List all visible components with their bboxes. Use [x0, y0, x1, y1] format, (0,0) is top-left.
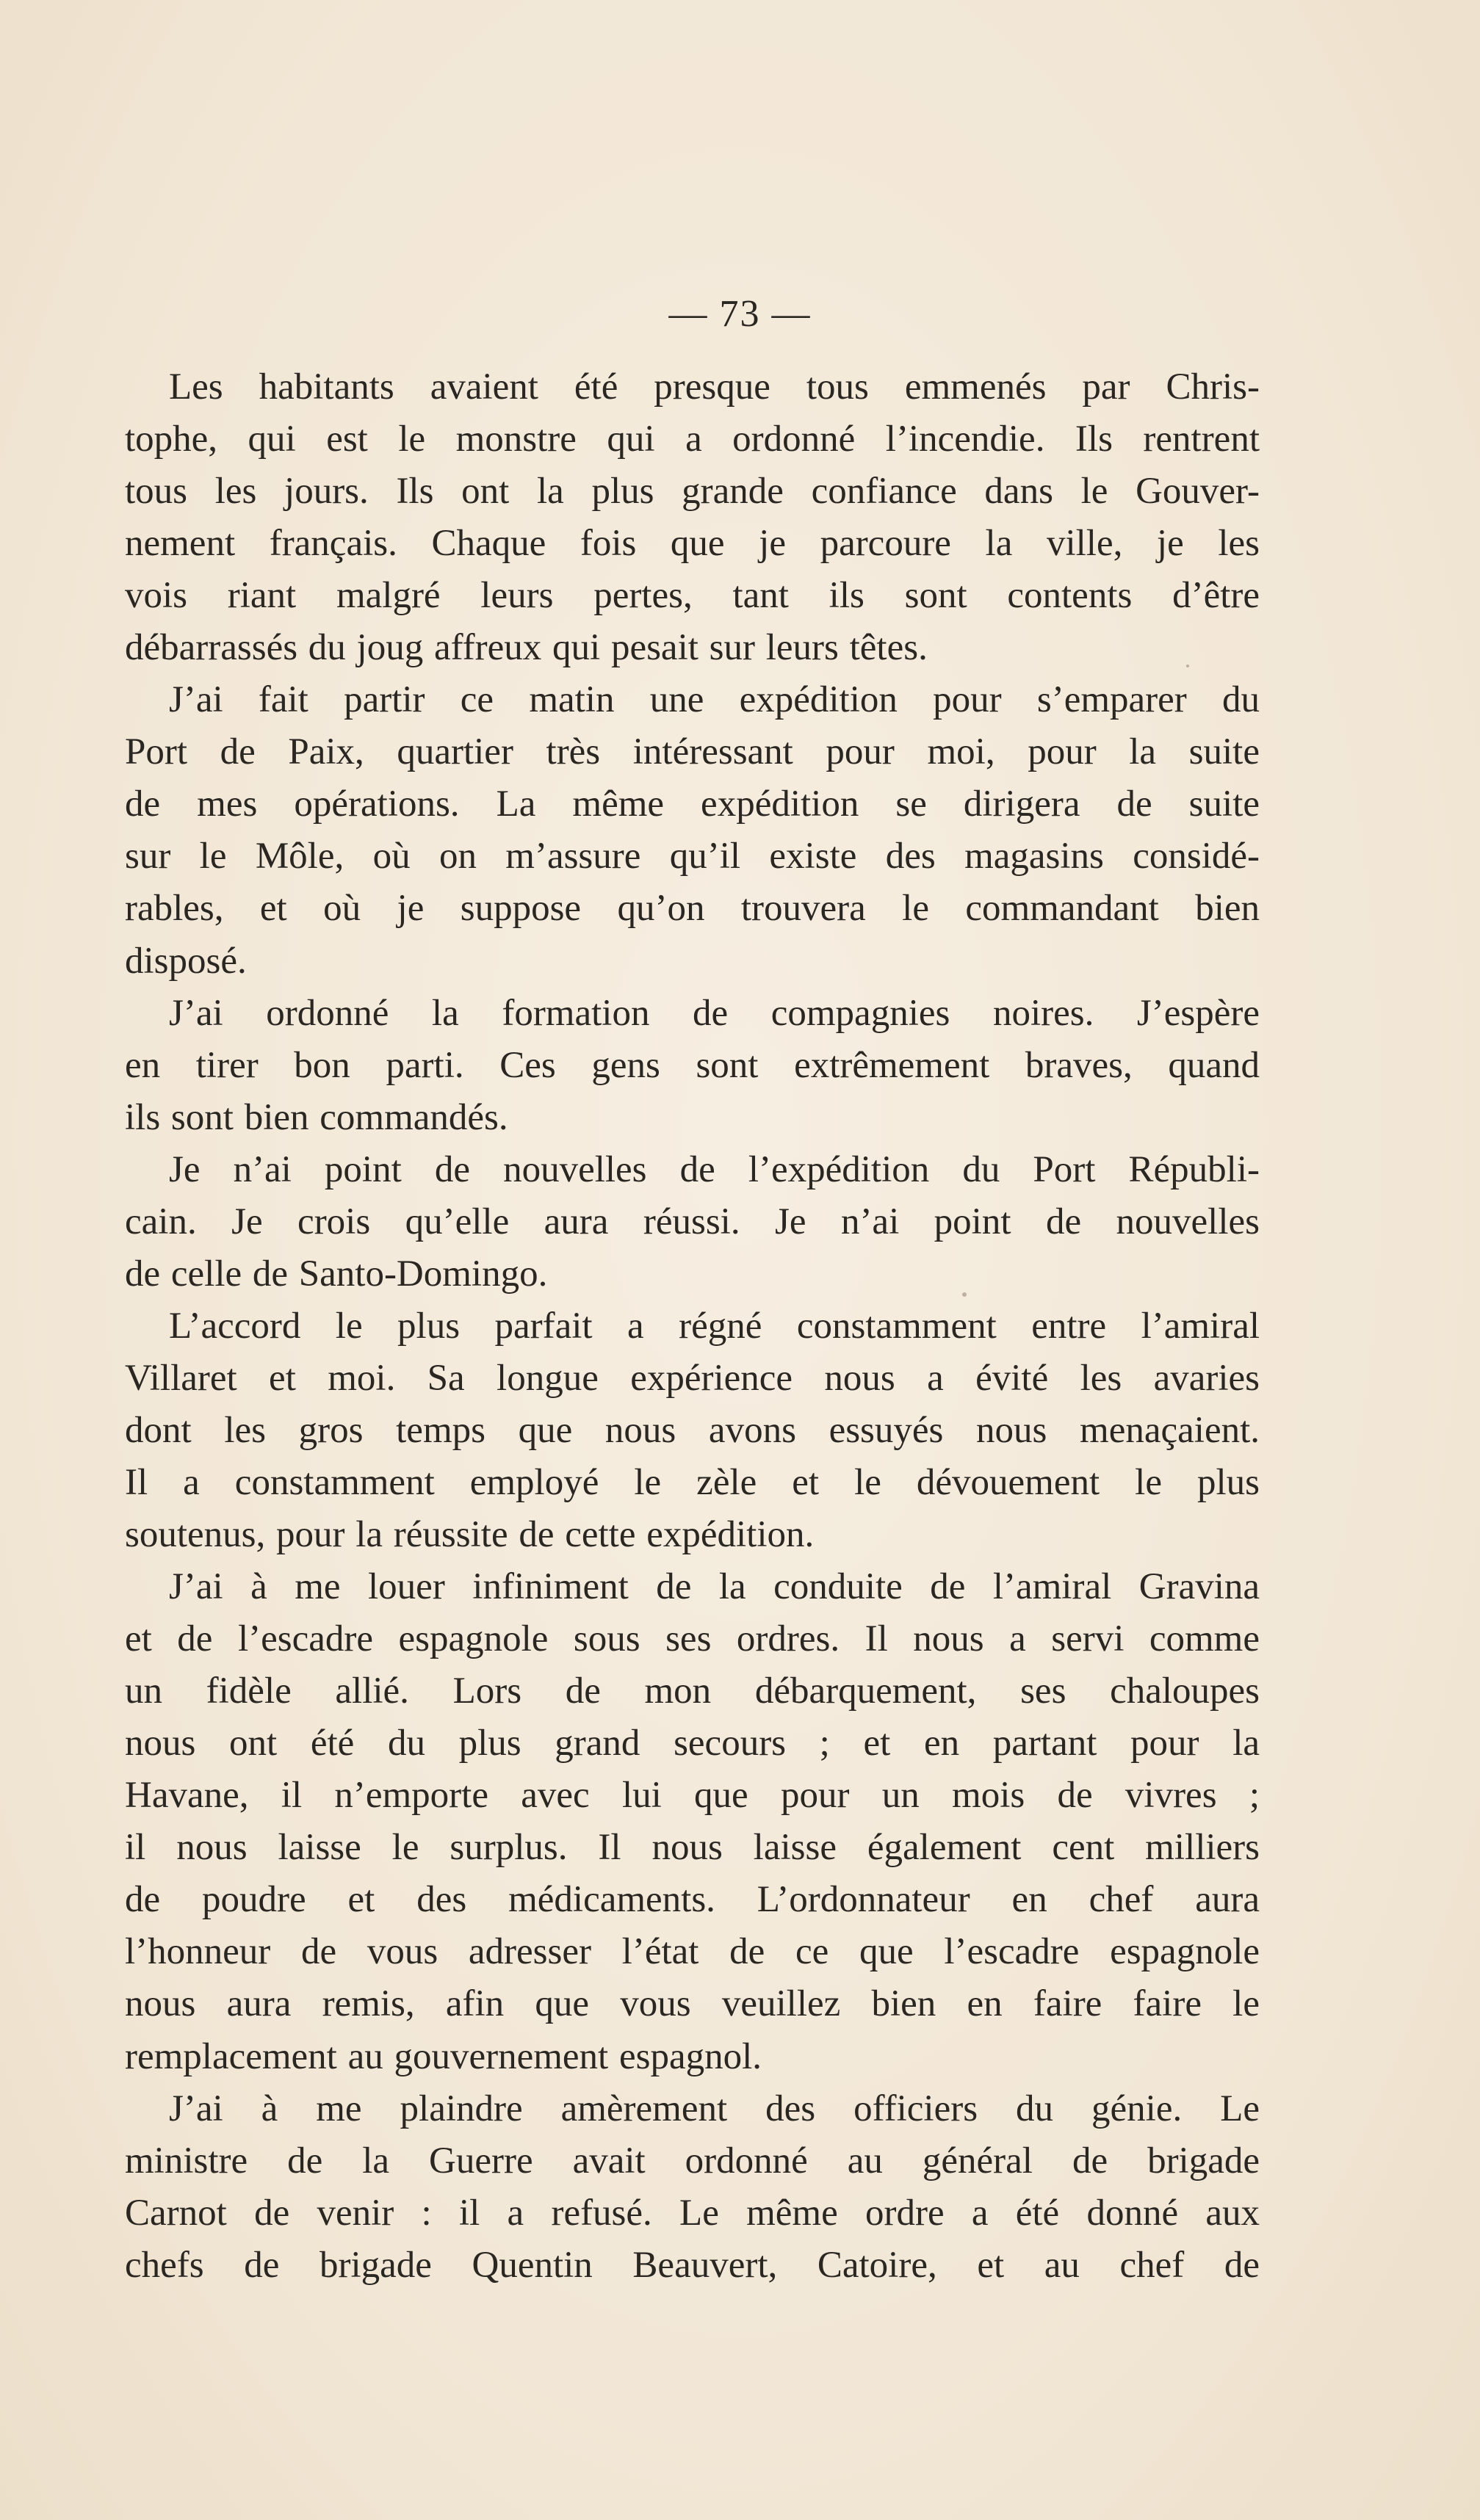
text-line: Havane, il n’emporte avec lui que pour un mois de vivres ;: [125, 1775, 1260, 1817]
text-line: chefs de brigade Quentin Beauvert, Catoire, et au chef de: [125, 2244, 1260, 2286]
paper-speck: [1186, 665, 1189, 667]
text-line: nous ont été du plus grand secours ; et en partant pour la: [125, 1723, 1260, 1764]
text-line: ministre de la Guerre avait ordonné au général de brigade: [125, 2140, 1260, 2182]
text-line: l’honneur de vous adresser l’état de ce que l’escadre espagnole: [125, 1931, 1260, 1973]
text-line: Port de Paix, quartier très intéressant pour moi, pour la suite: [125, 731, 1260, 773]
text-line: J’ai à me louer infiniment de la conduite de l’amiral Gravina: [169, 1566, 1260, 1608]
text-line: nous aura remis, afin que vous veuillez bien en faire faire le: [125, 1983, 1260, 2025]
text-line: Les habitants avaient été presque tous emmenés par Chris-: [169, 366, 1260, 408]
text-line: disposé.: [125, 940, 247, 982]
text-line: Je n’ai point de nouvelles de l’expédition du Port Républi-: [169, 1148, 1260, 1190]
text-line: J’ai à me plaindre amèrement des officiers du génie. Le: [169, 2088, 1260, 2129]
body-text: [125, 364, 1260, 2288]
text-line: en tirer bon parti. Ces gens sont extrêmement braves, quand: [125, 1044, 1260, 1086]
text-line: de poudre et des médicaments. L’ordonnateur en chef aura: [125, 1879, 1260, 1921]
text-line: vois riant malgré leurs pertes, tant ils sont contents d’être: [125, 575, 1260, 617]
text-line: Il a constamment employé le zèle et le dévouement le plus: [125, 1461, 1260, 1503]
text-line: un fidèle allié. Lors de mon débarquement, ses chaloupes: [125, 1670, 1260, 1712]
text-line: il nous laisse le surplus. Il nous laisse également cent milliers: [125, 1827, 1260, 1869]
text-line: L’accord le plus parfait a régné constamment entre l’amiral: [169, 1305, 1260, 1347]
text-line: nement français. Chaque fois que je parcoure la ville, je les: [125, 523, 1260, 565]
text-line: Carnot de venir : il a refusé. Le même ordre a été donné aux: [125, 2192, 1260, 2234]
text-line: ils sont bien commandés.: [125, 1096, 508, 1138]
text-line: J’ai fait partir ce matin une expédition pour s’emparer du: [169, 679, 1260, 721]
text-line: sur le Môle, où on m’assure qu’il existe des magasins considé-: [125, 836, 1260, 877]
text-line: Villaret et moi. Sa longue expérience nous a évité les avaries: [125, 1357, 1260, 1399]
text-line: dont les gros temps que nous avons essuyés nous menaçaient.: [125, 1409, 1260, 1451]
text-line: tophe, qui est le monstre qui a ordonné l’incendie. Ils rentrent: [125, 419, 1260, 460]
text-line: de mes opérations. La même expédition se dirigera de suite: [125, 783, 1260, 825]
text-line: tous les jours. Ils ont la plus grande confiance dans le Gouver-: [125, 471, 1260, 513]
text-line: soutenus, pour la réussite de cette expédition.: [125, 1514, 815, 1556]
text-line: et de l’escadre espagnole sous ses ordres. Il nous a servi comme: [125, 1618, 1260, 1660]
text-line: débarrassés du joug affreux qui pesait sur leurs têtes.: [125, 627, 928, 669]
text-line: rables, et où je suppose qu’on trouvera le commandant bien: [125, 888, 1260, 930]
paper-speck: [962, 1292, 967, 1297]
text-line: de celle de Santo-Domingo.: [125, 1253, 548, 1295]
text-line: remplacement au gouvernement espagnol.: [125, 2035, 762, 2077]
text-line: J’ai ordonné la formation de compagnies noires. J’espère: [169, 992, 1260, 1034]
text-line: cain. Je crois qu’elle aura réussi. Je n’ai point de nouvelles: [125, 1201, 1260, 1242]
page-number: — 73 —: [668, 293, 812, 335]
